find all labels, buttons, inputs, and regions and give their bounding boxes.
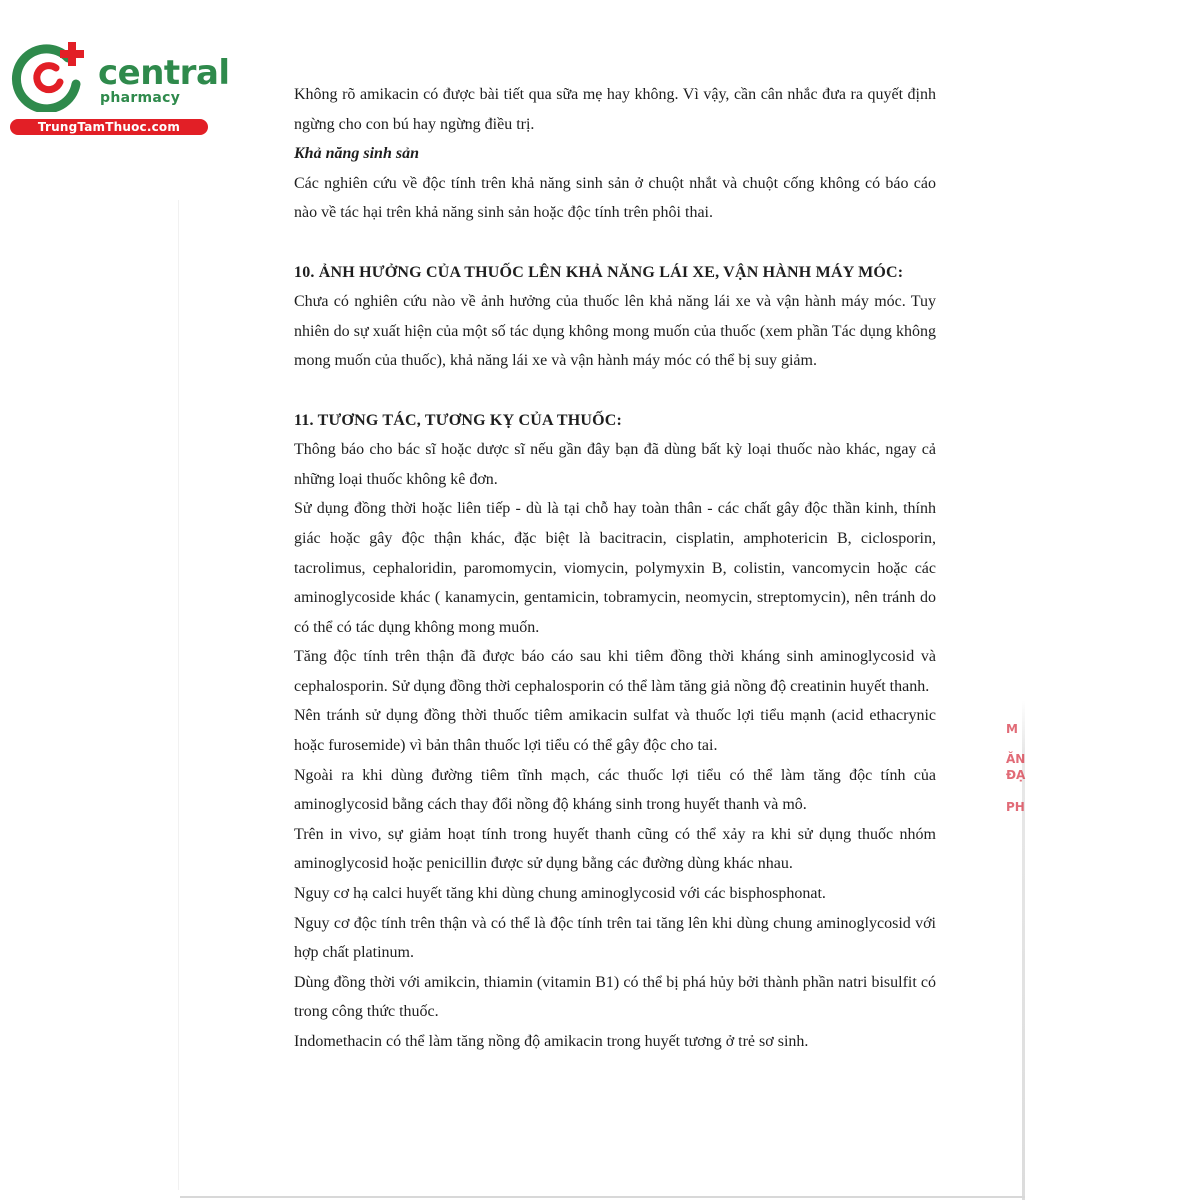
section-10-heading: 10. ẢNH HƯỞNG CỦA THUỐC LÊN KHẢ NĂNG LÁI XE, VẬN HÀNH MÁY MÓC: (294, 263, 904, 281)
fertility-paragraph: Các nghiên cứu về độc tính trên khả năng sinh sản ở chuột nhắt và chuột cống không có báo cáo nào về tác hại trên khả năng sinh sản hoặc độc tính trên phôi thai. (294, 174, 936, 222)
brand-name: central (98, 53, 230, 93)
stamp-text: ĐẠ (1006, 768, 1026, 782)
stamp-text: PH (1006, 800, 1025, 814)
section-11-heading: 11. TƯƠNG TÁC, TƯƠNG KỴ CỦA THUỐC: (294, 411, 623, 429)
interaction-paragraph-2: Sử dụng đồng thời hoặc liên tiếp - dù là tại chỗ hay toàn thân - các chất gây độc thần kinh, thính giác hoặc gây độc thận khác, đặc biệt là bacitracin, cisplatin, amphotericin B, ciclosporin, tacrolimus, cephaloridin, paromomycin, viomycin, polymyxin B, colistin, vancomycin hoặc các aminoglycoside khác ( kanamycin, gentamicin, tobramycin, neomycin, streptomycin), nên tránh do có thể có tác dụng không mong muốn. (294, 500, 936, 636)
brand-subtitle: pharmacy (100, 90, 181, 106)
interaction-paragraph-8: Nguy cơ độc tính trên thận và có thể là độc tính trên tai tăng lên khi dùng chung aminoglycosid với hợp chất platinum. (294, 914, 936, 962)
interaction-paragraph-3: Tăng độc tính trên thận đã được báo cáo sau khi tiêm đồng thời kháng sinh aminoglycosid và cephalosporin. Sử dụng đồng thời cephalosporin có thể làm tăng giả nồng độ creatinin huyết thanh. (294, 648, 936, 695)
interaction-paragraph-10: Indomethacin có thể làm tăng nồng độ amikacin trong huyết tương ở trẻ sơ sinh. (294, 1033, 809, 1050)
page-edge-bottom (180, 1196, 1025, 1198)
interaction-paragraph-1: Thông báo cho bác sĩ hoặc dược sĩ nếu gần đây bạn đã dùng bất kỳ loại thuốc nào khác, ngay cả những loại thuốc không kê đơn. (294, 441, 936, 488)
interaction-paragraph-4: Nên tránh sử dụng đồng thời thuốc tiêm amikacin sulfat và thuốc lợi tiểu mạnh (acid ethacrynic hoặc furosemide) vì bản thân thuốc lợi tiểu có thể gây độc cho tai. (294, 707, 936, 755)
red-stamp-fragment (1000, 700, 1026, 870)
interaction-paragraph-7: Nguy cơ hạ calci huyết tăng khi dùng chung aminoglycosid với các bisphosphonat. (294, 885, 826, 903)
interaction-paragraph-6: Trên in vivo, sự giảm hoạt tính trong huyết thanh cũng có thể xảy ra khi sử dụng thuốc nhóm aminoglycosid hoặc penicillin được sử dụng bằng các đường dùng khác nhau. (294, 825, 936, 873)
stamp-text: M (1006, 722, 1018, 736)
interaction-paragraph-9: Dùng đồng thời với amikcin, thiamin (vitamin B1) có thể bị phá hủy bởi thành phần natri bisulfit có trong công thức thuốc. (294, 973, 936, 1021)
section-spacer (294, 228, 936, 258)
stamp-text: ĂN (1006, 752, 1026, 766)
fertility-heading: Khả năng sinh sản (294, 145, 419, 163)
section-spacer (294, 376, 936, 406)
brand-url-link[interactable]: TrungTamThuoc.com (10, 119, 208, 135)
page-edge-left (178, 200, 179, 1190)
pharmacy-cross-logo-icon (10, 38, 92, 112)
interaction-paragraph-5: Ngoài ra khi dùng đường tiêm tĩnh mạch, các thuốc lợi tiểu có thể làm tăng độc tính của aminoglycosid bằng cách thay đổi nồng độ kháng sinh trong huyết thanh và mô. (294, 766, 936, 814)
document-body (294, 80, 936, 1057)
section-10-paragraph: Chưa có nghiên cứu nào về ảnh hưởng của thuốc lên khả năng lái xe và vận hành máy móc. Tuy nhiên do sự xuất hiện của một số tác dụng không mong muốn của thuốc (xem phần Tác dụng không mong muốn của thuốc), khả năng lái xe và vận hành máy móc có thể bị suy giảm. (294, 293, 936, 370)
breastfeeding-paragraph: Không rõ amikacin có được bài tiết qua sữa mẹ hay không. Vì vậy, cần cân nhắc đưa ra quyết định ngừng cho con bú hay ngừng điều trị. (294, 86, 936, 133)
